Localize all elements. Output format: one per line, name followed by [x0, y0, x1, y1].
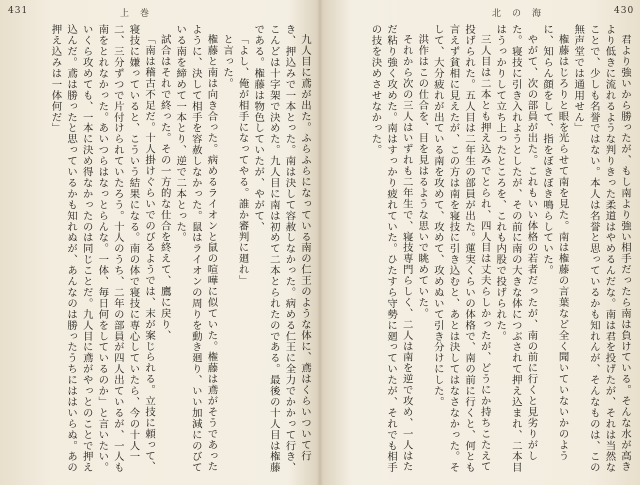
left-page: [0, 0, 318, 485]
left-page-number: 431: [8, 6, 29, 16]
paragraph: 試合はそれで終った。その一方的な仕合を終えて、鷹に戻り、: [158, 34, 171, 341]
right-page-number: 430: [614, 6, 635, 16]
paragraph: と言った。: [221, 34, 234, 90]
paragraph: 三人目は二本とも押え込みでとられ、四人目は丈夫らしかったが、どうにか持ちこたえて投げられた。五人目は二年生の部員が出た。蓮実くらいの体格で、南の前に行くと、何とも言えず貧相に見えたが、この方は南を寝技に引き込むと、あとは決してはなさなかった。そして、大分疲れが出ている南を攻めて、攻めて、攻めぬいて引き分けにした。: [431, 24, 491, 473]
paragraph: 「南は稽古不足だ。十人掛けぐらいでのびるようでは、末が案じられる。立技に頼って、寝技に嫌っていると、こういう結果になる。南の体で寝技に専心していたら、今の十人一二、三分ずつで片付けられていたろう。十人のうち、二年の部員が四人出ているが、一人も南をとれなかった。あいつらはなっとらんな。一体、毎日何をしているのか」と言いたい。いくら攻めても、一本に決め得なかったのは同じことだ。九人目に鳶がやっとのことで押え込んだ。鳶は勝ったと思っているかも知れぬが、あんなのは勝ったうちにははいらぬ。あの押え込みは一体何だ」: [49, 24, 156, 473]
left-body-text: [17, 24, 312, 474]
right-body-text: [334, 24, 632, 474]
paragraph: それから次の三人はいずれも二年生で、寝技専門らしく、二人は南を逆で攻め、一人はただ粘り強く攻めた。南はすっかり疲れていた。ひたすら守勢に廻っていたが、それでも相手の技を決めさせなかった。: [369, 24, 413, 473]
right-page: [322, 0, 640, 485]
paragraph: やがて、次の部員が出た。これもいい体格の若者だったが、南の前に行くと見劣りがした。寝技に引き入れようとしたが、その前に南の大きな体につぶされて押え込まれ、二本目はうっかりして立ち上ったところを、これも内股で投げられた。: [494, 24, 538, 473]
paragraph: 権藤と南は向き合った。病めるライオンと鼠の喧嘩に似ていた。権藤は鳶がそうであったように、決して相手を容赦しなかった。鼠はライオンの周りを動き廻り、いい加減にのびている南を締めて一本とり、逆で二本とった。: [174, 24, 218, 473]
paragraph: 権藤はじろりと眼を光らせて南を見た。南は権藤の言葉など全く聞いていないかのように、知らん顔をして、指をぼきぼき鳴らしていた。: [541, 24, 569, 462]
paragraph: 君より強いから勝ったが、もし南より強い相手だったら南は負けている。そんな水が高きより低きに流れるような判りきった柔道はやめるんだな。南は君を投げたが、それは当然なことで、少しも名誉ではない。本人は名誉と思っているかも知れんが、そんなものは、この無声堂では通用せん」: [572, 24, 631, 473]
paragraph: 九人目に鳶が出た。ふらふらになっている南の仁王のような体に、鳶はくらいついて行き、押込みで一本とった。南は決して容赦しなかった。病める仁王に全力でかかって行き、こんどは十字架で決めた。九人目に南は初めて二本とられたのである。最後の十人目は権藤である。権藤は物色していたが、やがて、: [252, 24, 311, 473]
paragraph: 「よし、俺が相手になってやる。誰か審判に廻れ」: [236, 34, 249, 287]
left-running-title: 上 巻: [120, 9, 151, 19]
right-running-title: 北 の 海: [492, 9, 543, 19]
paragraph: 洪作はこの仕合を、目を見はるような思いで眺めていた。: [416, 34, 429, 320]
